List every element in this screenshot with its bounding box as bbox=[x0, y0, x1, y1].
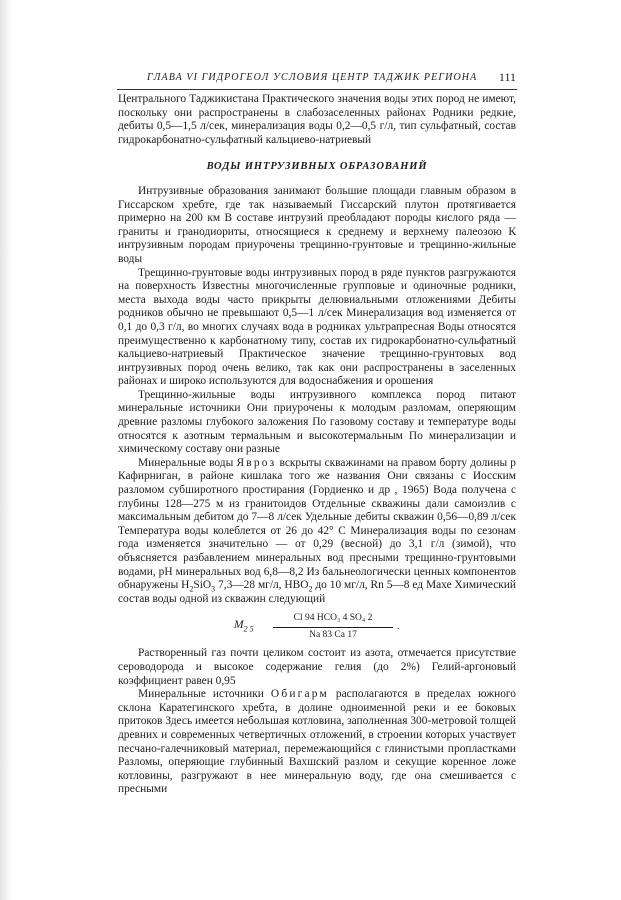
obigarm-text: располагаются в пределах южного склона Каратегинского хребта, в долине одноименной реки и ее боковых притоков Здесь имеется небольшая котловина, заполненная 300-метровой толщей древних и современных четвертичных отложений, в строении которых участвует песчано-галечниковый материал, перемежающийся с глинистыми пропластками Разломы, оперяющие глубинный Вахшский разлом и секущие коренное ложе котловины, разгружают в нее минеральную воду, где она смешивается с пресными bbox=[118, 688, 517, 796]
formula-prefix: M bbox=[234, 619, 244, 632]
yavroz-lead: Минеральные воды bbox=[138, 456, 234, 469]
paragraph-yavroz bbox=[118, 457, 516, 607]
hbo2-subscript: 2 bbox=[308, 584, 313, 594]
section-heading: ВОДЫ ИНТРУЗИВНЫХ ОБРАЗОВАНИЙ bbox=[206, 161, 428, 173]
header-rule bbox=[117, 89, 517, 90]
running-head bbox=[119, 72, 516, 88]
formula-suffix: . bbox=[397, 621, 400, 633]
paragraph-fissure-ground-water: Трещинно-грунтовые воды интрузивных пород в ряде пунктов разгружаются на поверхность Известны многочисленные групповые и одиночные родники, места выхода воды часто прикрыты делювиальными отложениями Дебиты родников обычно не превышают 0,5—1 л/сек Минерализация вод изменяется от 0,1 до 0,3 г/л, во многих случаях вода в родниках ультрапресная Воды относятся преимущественно к карбонатному типу, состав их гидрокарбонатно-сульфатный кальциево-натриевый Практическое значение трещинно-грунтовых вод интрузивных пород очень велико, так как они распространены в заселенных районах и широко используются для водоснабжения и орошения bbox=[118, 266, 516, 388]
formula-prefix-sub: 2 5 bbox=[243, 624, 254, 634]
kurlov-formula bbox=[118, 612, 516, 638]
formula-cations: Na 83 Ca 17 bbox=[309, 629, 357, 640]
paragraph-fissure-vein-water: Трещинно-жильные воды интрузивного комплекса пород питают минеральные источники Они приурочены к молодым разломам, оперяющим древние разломы глубокого заложения По газовому составу и температуре воды относятся к азотным термальным и высокотермальным По минерализации и химическому составу они разные bbox=[118, 388, 516, 456]
formula-anions: Cl 94 HCO₃ 4 SO₄ 2 bbox=[273, 612, 393, 628]
yavroz-text-c: 7,3—28 мг/л, HBO bbox=[218, 579, 309, 592]
paragraph-intrusive: Интрузивные образования занимают большие площади главным образом в Гиссарском хребте, где так называемый Гиссарский плутон протягивается примерно на 200 км В составе интрузий преобладают породы кислого ряда — граниты и гранодиориты, относящиеся к среднему и верхнему палеозою К интрузивным породам приурочены трещинно-грунтовые и трещинно-жильные воды bbox=[118, 184, 516, 265]
yavroz-text-d: до 10 мг/л, Rn 5—8 ед Махе Химический состав воды одной из скважин следующий bbox=[118, 579, 516, 605]
page-number: 111 bbox=[498, 70, 516, 84]
sio3-subscript: 3 bbox=[211, 584, 216, 594]
running-head-title: ГЛАВА VI ГИДРОГЕОЛ УСЛОВИЯ ЦЕНТР ТАДЖИК РЕГИОНА bbox=[147, 72, 478, 83]
paragraph-gas: Растворенный газ почти целиком состоит из азота, отмечается присутствие сероводорода и высокое содержание гелия (до 2%) Гелий-аргоновый коэффициент равен 0,95 bbox=[118, 647, 516, 687]
scan-shadow bbox=[0, 0, 12, 900]
paragraph-continuation: Центрального Таджикистана Практического значения воды этих пород не имеют, поскольку они распространены в слабозаселенных районах Родники редкие, дебиты 0,5—1,5 л/сек, минерализация воды 0,2—0,5 г/л, тип сульфатный, состав гидрокарбонатно-сульфатный кальциево-натриевый bbox=[118, 93, 516, 146]
body-text bbox=[118, 93, 516, 797]
paragraph-obigarm bbox=[118, 688, 516, 797]
h2-subscript: 2 bbox=[189, 584, 194, 594]
formula-mineralization bbox=[234, 619, 254, 633]
obigarm-name: Обигарм bbox=[270, 688, 329, 701]
yavroz-text-b: SiO bbox=[193, 579, 212, 592]
obigarm-lead: Минеральные источники bbox=[138, 688, 264, 701]
formula-fraction bbox=[273, 612, 393, 642]
yavroz-text-a: вскрыты скважинами на правом борту долины р Кафирниган, в районе кишлака того же названия Они связаны с Иосским разломом субширотного простирания (Гордиенко и др , 1965) Вода получена с глубины 128—275 м из гранитоидов Отдельные скважины дали самоизлив с максимальным дебитом до 7—8 л/сек Удельные дебиты скважин 0,56—0,89 л/сек Температура воды колеблется от 26 до 42° С Минерализация воды по сезонам года изменяется значительно — от 0,29 (весной) до 3,1 г/л (зимой), что объясняется разбавлением минеральных вод пресными трещинно-грунтовыми водами, pH минеральных вод 6,8—8,2 Из бальнеологически ценных компонентов обнаружены H bbox=[118, 456, 516, 592]
yavroz-name: Явроз bbox=[236, 456, 277, 469]
